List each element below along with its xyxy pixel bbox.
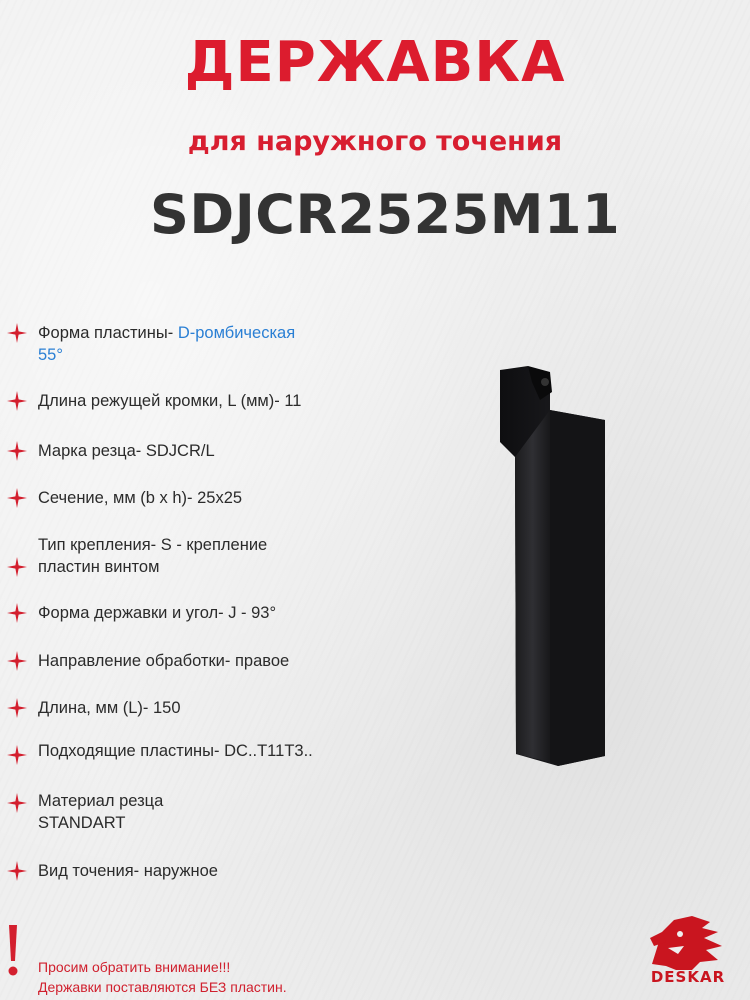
spec-value-highlight-angle: 55° <box>38 346 63 364</box>
sparkle-star-icon <box>6 322 28 344</box>
sparkle-star-icon <box>6 792 28 814</box>
spec-tool-grade <box>38 440 398 462</box>
tool-holder-image <box>490 362 615 772</box>
sparkle-star-icon <box>6 650 28 672</box>
sparkle-star-icon <box>6 744 28 766</box>
spec-label: Длина, мм (L)- 150 <box>38 699 181 717</box>
spec-label-line2: STANDART <box>38 814 126 832</box>
spec-insert-shape <box>38 322 398 366</box>
spec-label: Форма державки и угол- J - 93° <box>38 604 277 622</box>
spec-value-highlight: D-ромбическая <box>177 324 296 342</box>
page-title: ДЕРЖАВКА <box>184 30 566 95</box>
spec-label: Подходящие пластины- DC..T11T3.. <box>38 742 313 760</box>
model-number: SDJCR2525M11 <box>150 183 621 246</box>
spec-machining-direction <box>38 650 398 672</box>
spec-label: Вид точения- наружное <box>38 862 218 880</box>
spec-holder-shape <box>38 602 398 624</box>
sparkle-star-icon <box>6 602 28 624</box>
sparkle-star-icon <box>6 556 28 578</box>
sparkle-star-icon <box>6 487 28 509</box>
sparkle-star-icon <box>6 860 28 882</box>
notice-line-2: Державки поставляются БЕЗ пластин. <box>38 979 287 995</box>
page-subtitle: для наружного точения <box>187 126 563 157</box>
spec-label: Тип крепления- S - крепление <box>38 536 268 554</box>
spec-label: Сечение, мм (b x h)- 25x25 <box>38 489 243 507</box>
spec-suitable-inserts <box>38 740 398 762</box>
notice-line-1: Просим обратить внимание!!! <box>38 959 231 975</box>
spec-label-line2: пластин винтом <box>38 558 160 576</box>
exclamation-icon <box>6 925 20 977</box>
spec-label: Длина режущей кромки, L (мм)- 11 <box>38 392 302 410</box>
spec-clamping-type <box>38 534 398 578</box>
spec-label: Материал резца <box>38 792 164 810</box>
brand-name: DESKAR <box>650 968 726 986</box>
spec-length <box>38 697 398 719</box>
spec-cutting-edge-length <box>38 390 398 412</box>
notice <box>38 957 438 997</box>
sparkle-star-icon <box>6 440 28 462</box>
spec-tool-material <box>38 790 398 834</box>
spec-label: Направление обработки- правое <box>38 652 290 670</box>
spec-label: Форма пластины- <box>38 324 178 342</box>
spec-turning-type <box>38 860 398 882</box>
sparkle-star-icon <box>6 697 28 719</box>
spec-cross-section <box>38 487 398 509</box>
spec-label: Марка резца- SDJCR/L <box>38 442 215 460</box>
sparkle-star-icon <box>6 390 28 412</box>
